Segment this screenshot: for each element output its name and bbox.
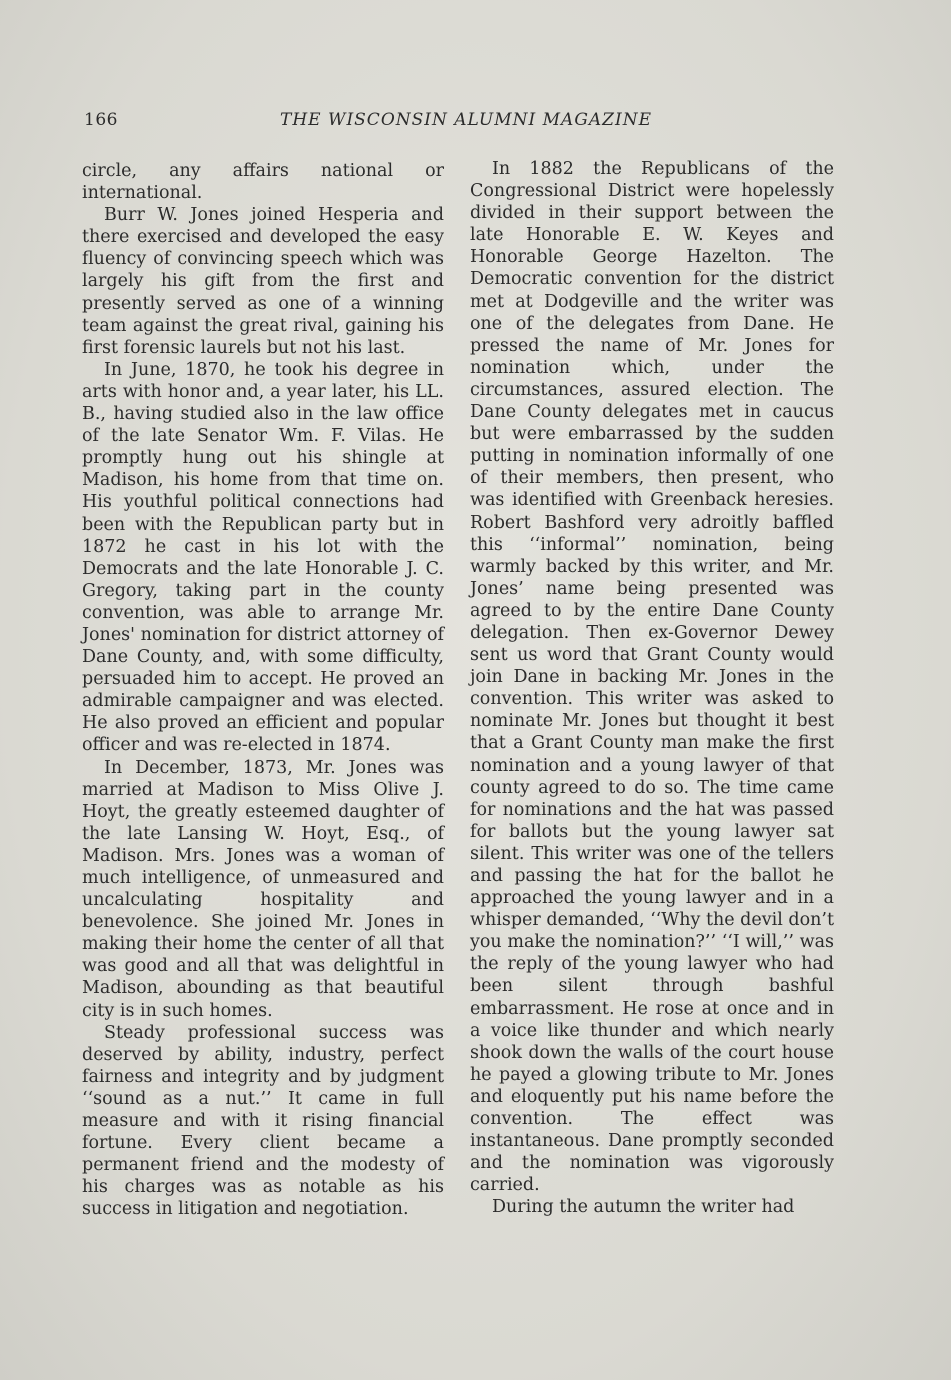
right-column: [470, 158, 834, 1219]
paragraph: Steady professional success was deserved by ability, industry, perfect fairness and integrity and by judgment ‘‘sound as a nut.’’ It came in full measure and with it rising financial fortune. Every client became a permanent friend and the modesty of his charges was as notable as his success in litigation and negotiation.: [82, 1022, 444, 1220]
paragraph: In 1882 the Republicans of the Congressional District were hopelessly divided in their support between the late Honorable E. W. Keyes and Honorable George Hazelton. The Democratic convention for the district met at Dodgeville and the writer was one of the delegates from Dane. He pressed the name of Mr. Jones for nomination which, under the circumstances, assured election. The Dane County delegates met in caucus but were embarrassed by the sudden putting in nomination informally of one of their members, then present, who was identified with Greenback heresies. Robert Bashford very adroitly baffled this ‘‘informal’’ nomination, being warmly backed by this writer, and Mr. Jones’ name being presented was agreed to by the entire Dane County delegation. Then ex-Governor Dewey sent us word that Grant County would join Dane in backing Mr. Jones in the convention. This writer was asked to nominate Mr. Jones but thought it best that a Grant County man make the first nomination and a young lawyer of that county agreed to do so. The time came for nominations and the hat was passed for ballots but the young lawyer sat silent. This writer was one of the tellers and passing the hat for the ballot he approached the young lawyer and in a whisper demanded, ‘‘Why the devil don’t you make the nomination?’’ ‘‘I will,’’ was the reply of the young lawyer who had been silent through bashful embarrassment. He rose at once and in a voice like thunder and which nearly shook down the walls of the court house he payed a glowing tribute to Mr. Jones and eloquently put his name before the convention. The effect was instantaneous. Dane promptly seconded and the nomination was vigorously carried.: [470, 159, 834, 1196]
paragraph: In June, 1870, he took his degree in arts with honor and, a year later, his LL. B., having studied also in the law office of the late Senator Wm. F. Vilas. He promptly hung out his shingle at Madison, his home from that time on. His youthful political connections had been with the Republican party but in 1872 he cast in his lot with the Democrats and the late Honorable J. C. Gregory, taking part in the county convention, was able to arrange Mr. Jones' nomination for district attorney of Dane County, and, with some difficulty, persuaded him to accept. He proved an admirable campaigner and was elected. He also proved an efficient and popular officer and was re-elected in 1874.: [82, 359, 444, 756]
left-column: [82, 160, 444, 1221]
journal-title: THE WISCONSIN ALUMNI MAGAZINE: [280, 110, 652, 130]
page-number: 166: [84, 110, 118, 130]
paragraph: During the autumn the writer had: [492, 1197, 795, 1218]
paragraph: circle, any affairs national or international.: [82, 161, 444, 204]
paragraph: In December, 1873, Mr. Jones was married at Madison to Miss Olive J. Hoyt, the greatly esteemed daughter of the late Lansing W. Hoyt, Esq., of Madison. Mrs. Jones was a woman of much intelligence, of unmeasured and uncalculating hospitality and benevolence. She joined Mr. Jones in making their home the center of all that was good and all that was delightful in Madison, abounding as that beautiful city is in such homes.: [82, 757, 444, 1021]
paragraph: Burr W. Jones joined Hesperia and there exercised and developed the easy fluency of convincing speech which was largely his gift from the first and presently served as one of a winning team against the great rival, gaining his first forensic laurels but not his last.: [82, 205, 444, 358]
running-head: [84, 110, 837, 136]
